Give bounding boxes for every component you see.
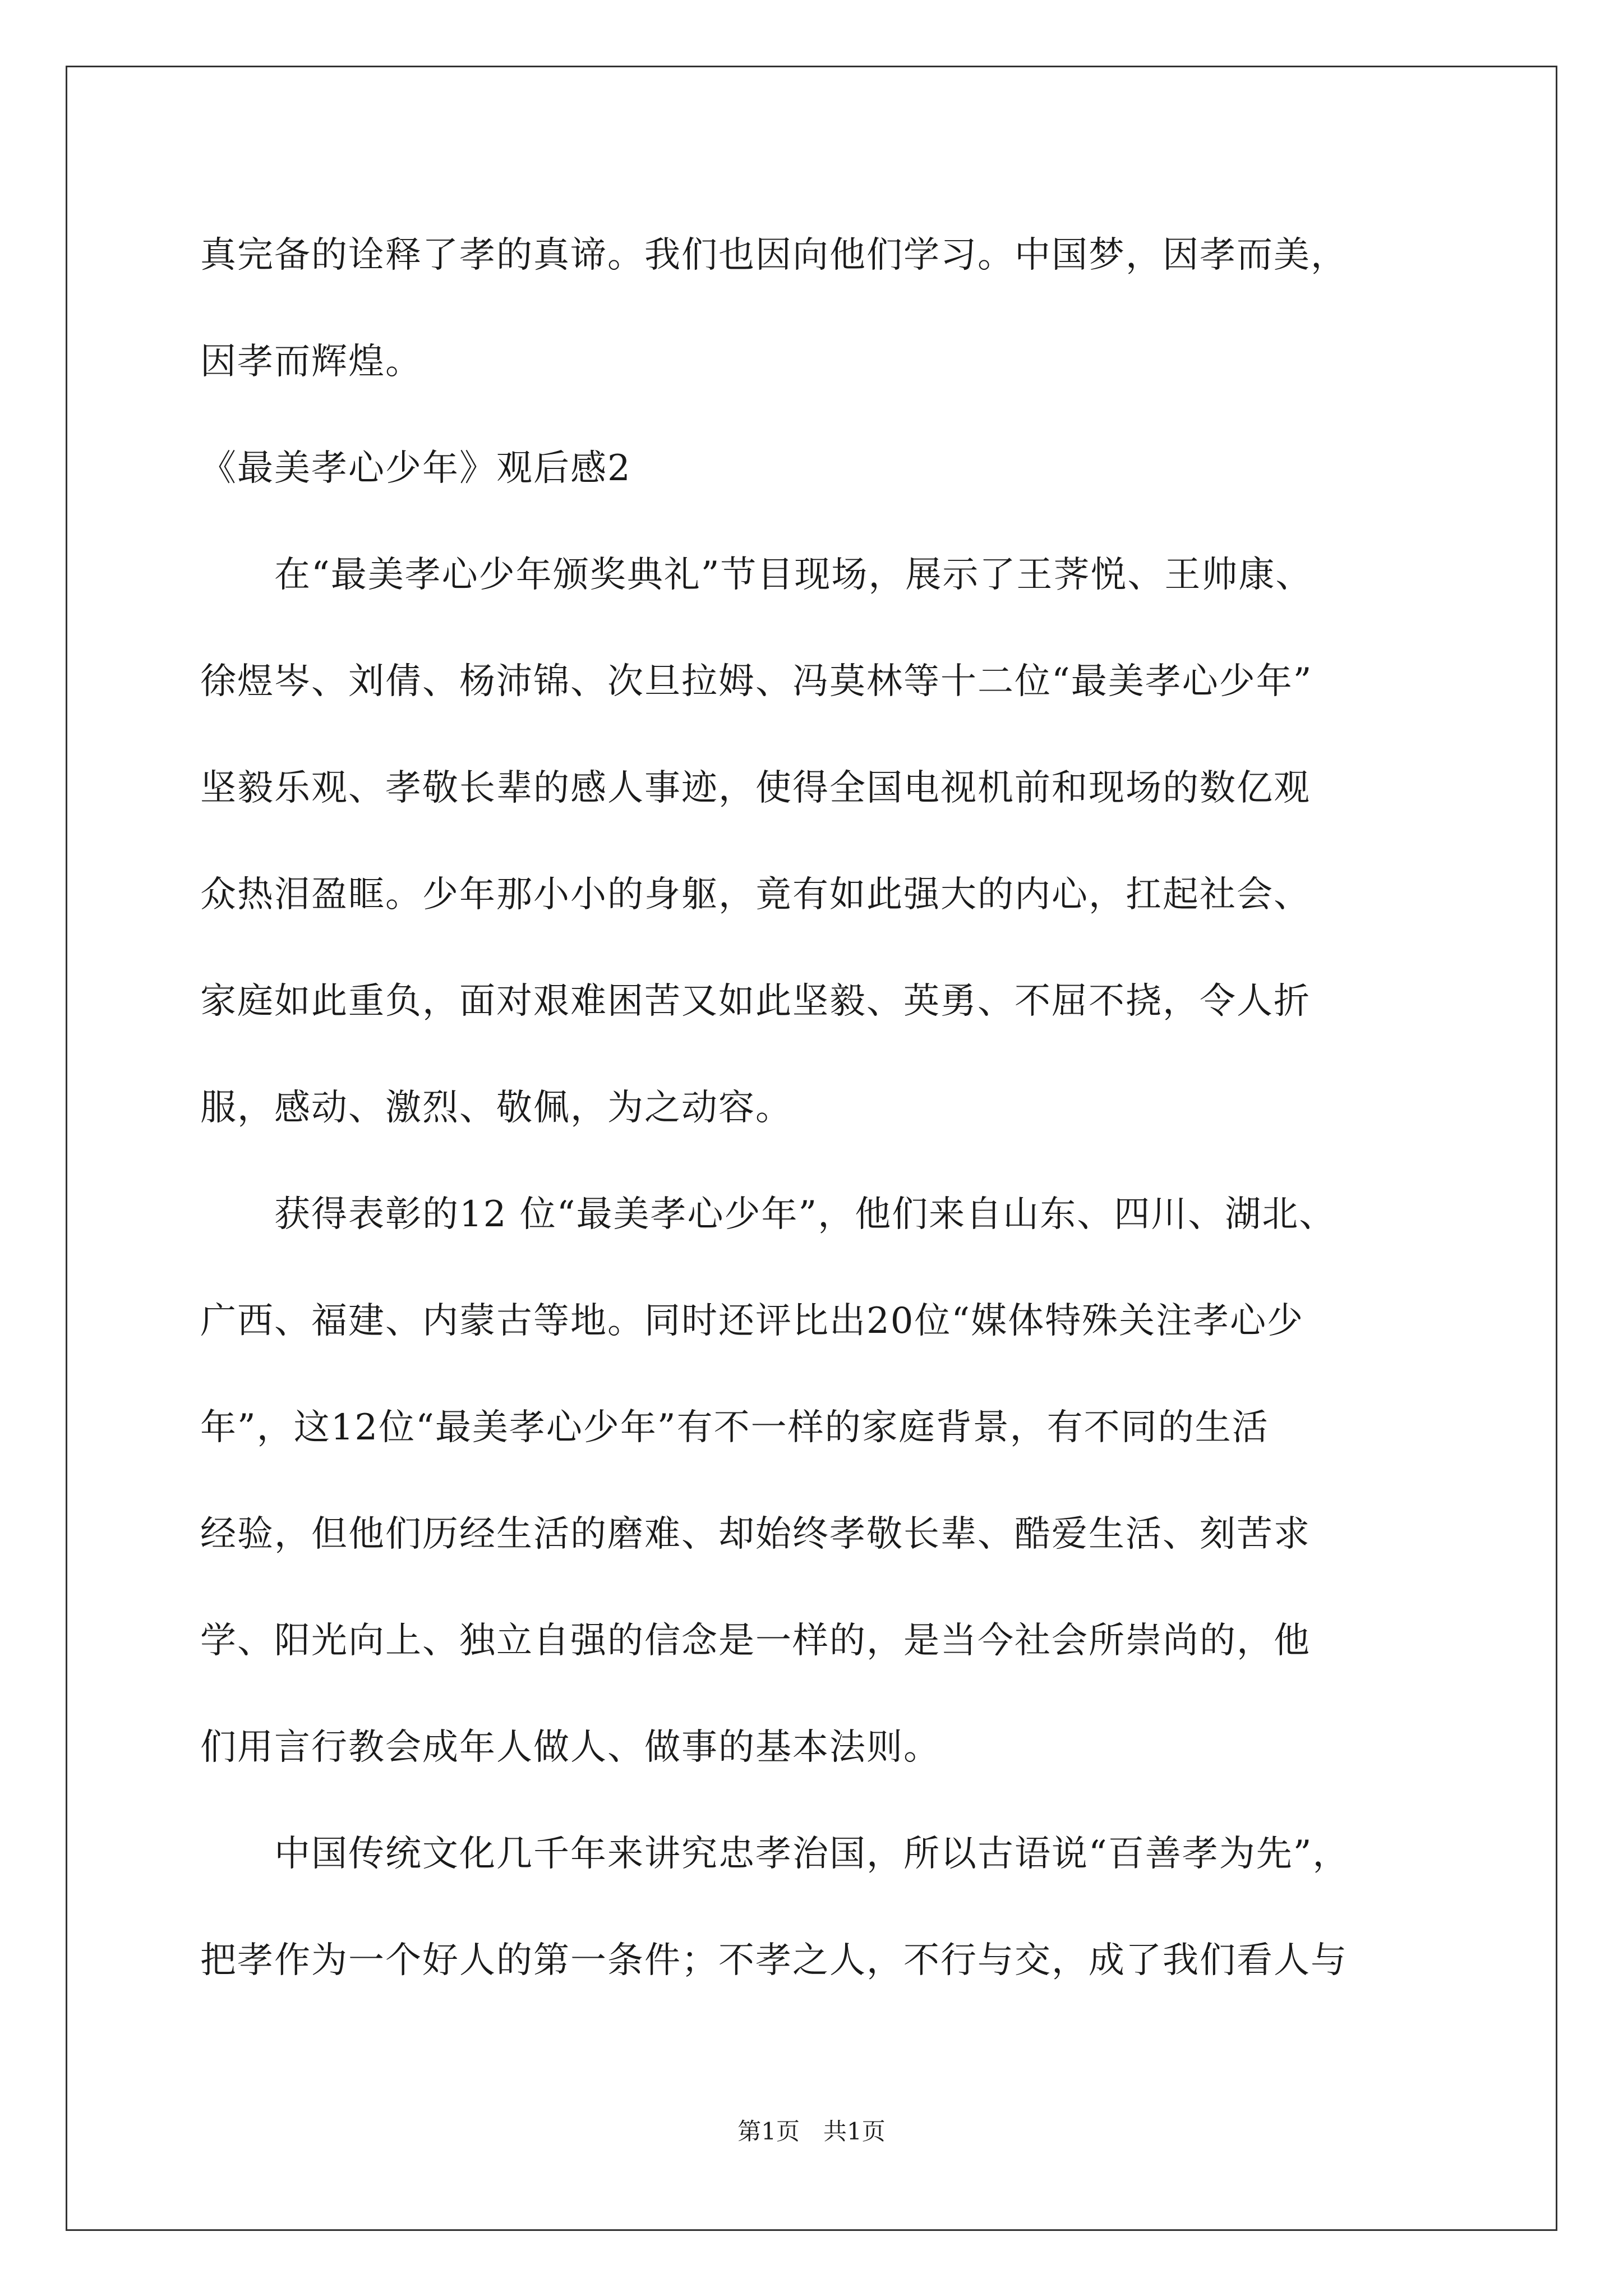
text-line-17: 把孝作为一个好人的第一条件；不孝之人，不行与交，成了我们看人与 xyxy=(200,1940,1348,1981)
text-line-15: 们用言行教会成年人做人、做事的基本法则。 xyxy=(200,1727,940,1768)
text-line-10: 获得表彰的12 位“最美孝心少年”，他们来自山东、四川、湖北、 xyxy=(200,1194,1336,1235)
section-heading: 《最美孝心少年》观后感2 xyxy=(200,448,631,489)
text-line-12: 年”，这12位“最美孝心少年”有不一样的家庭背景，有不同的生活 xyxy=(200,1407,1269,1448)
text-line-2: 因孝而辉煌。 xyxy=(200,341,422,383)
text-line-9: 服，感动、激烈、敬佩，为之动容。 xyxy=(200,1087,792,1129)
text-line-7: 众热泪盈眶。少年那小小的身躯，竟有如此强大的内心，扛起社会、 xyxy=(200,874,1311,915)
text-line-1: 真完备的诠释了孝的真谛。我们也因向他们学习。中国梦，因孝而美， xyxy=(200,234,1348,276)
text-line-11: 广西、福建、内蒙古等地。同时还评比出20位“媒体特殊关注孝心少 xyxy=(200,1300,1304,1342)
text-line-14: 学、阳光向上、独立自强的信念是一样的，是当今社会所崇尚的，他 xyxy=(200,1620,1311,1662)
text-line-6: 坚毅乐观、孝敬长辈的感人事迹，使得全国电视机前和现场的数亿观 xyxy=(200,767,1311,809)
text-line-16: 中国传统文化几千年来讲究忠孝治国，所以古语说“百善孝为先”， xyxy=(200,1833,1350,1875)
text-line-5: 徐煜岑、刘倩、杨沛锦、次旦拉姆、冯莫林等十二位“最美孝心少年” xyxy=(200,661,1313,702)
page-number-footer: 第1页 共1页 xyxy=(737,2118,886,2145)
text-line-13: 经验，但他们历经生活的磨难、却始终孝敬长辈、酷爱生活、刻苦求 xyxy=(200,1513,1311,1555)
text-line-4: 在“最美孝心少年颁奖典礼”节目现场，展示了王荠悦、王帅康、 xyxy=(200,554,1313,596)
text-line-8: 家庭如此重负，面对艰难困苦又如此坚毅、英勇、不屈不挠，令人折 xyxy=(200,981,1311,1022)
document-body xyxy=(200,202,1468,2014)
